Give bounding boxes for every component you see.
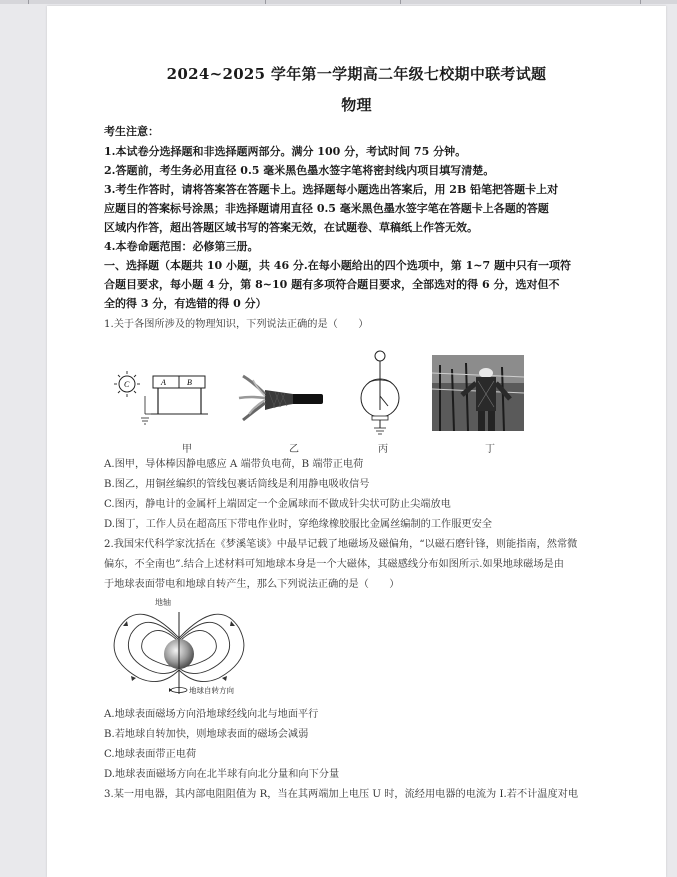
notice-heading: 考生注意： [104, 125, 159, 138]
question-2-option-d: D.地球表面磁场方向在北半球有向北分量和向下分量 [104, 769, 340, 780]
question-2-stem: 偏东，不全南也”.结合上述材料可知地球本身是一个大磁体，其磁感线分布如图所示.如果地球磁场是由 [104, 559, 564, 570]
section-heading: 一、选择题（本题共 10 小题，共 46 分.在每小题给出的四个选项中，第 1~7 题中只有一项符 [104, 259, 571, 272]
exam-subject: 物理 [341, 96, 372, 114]
figure-yi-shielded-cable [235, 370, 327, 426]
figure-label-yi: 乙 [289, 444, 299, 455]
question-1-option-c: C.图丙，静电计的金属杆上端固定一个金属球而不做成针尖状可防止尖端放电 [104, 499, 451, 510]
viewer-top-bar [0, 0, 677, 4]
question-1-option-a: A.图甲，导体棒因静电感应 A 端带负电荷，B 端带正电荷 [104, 459, 364, 470]
rod-end-b-label: B [187, 378, 192, 387]
notice-line: 2.答题前，考生务必用直径 0.5 毫米黑色墨水签字笔将密封线内项目填写清楚。 [104, 164, 495, 177]
viewer-ruler-tick [640, 0, 641, 4]
notice-line: 3.考生作答时，请将答案答在答题卡上。选择题每小题选出答案后，用 2B 铅笔把答题卡上对 [104, 183, 559, 196]
viewer-ruler-tick [28, 0, 29, 4]
question-2-stem: 于地球表面带电和地球自转产生，那么下列说法正确的是（ ） [104, 579, 400, 590]
question-1-stem: 1.关于各图所涉及的物理知识，下列说法正确的是（ ） [104, 319, 369, 330]
figure-bing-electroscope [353, 348, 407, 438]
figure-ding-live-line-work-photo [432, 355, 524, 431]
viewer-ruler-tick [265, 0, 266, 4]
question-2-option-c: C.地球表面带正电荷 [104, 749, 197, 760]
section-heading: 全的得 3 分，有选错的得 0 分） [104, 297, 267, 310]
notice-line: 1.本试卷分选择题和非选择题两部分。满分 100 分，考试时间 75 分钟。 [104, 145, 467, 158]
question-1-option-d: D.图丁，工作人员在超高压下带电作业时，穿绝缘橡胶服比金属丝编制的工作服更安全 [104, 519, 492, 530]
earth-rotation-label: 地球自转方向 [189, 686, 234, 695]
figure-label-ding: 丁 [485, 444, 495, 455]
notice-line: 应题目的答案标号涂黑；非选择题请用直径 0.5 毫米黑色墨水签字笔在答题卡上各题的答题 [104, 202, 549, 215]
section-heading: 合题目要求，每小题 4 分，第 8~10 题有多项符合题目要求，全部选对的得 6 分，选对但不 [104, 278, 560, 291]
figure-earth-magnetic-field [109, 598, 259, 704]
exam-title: 2024~2025 学年第一学期高二年级七校期中联考试题 [166, 65, 547, 83]
viewer-ruler-tick [400, 0, 401, 4]
sphere-label: C [124, 380, 130, 389]
question-2-stem: 2.我国宋代科学家沈括在《梦溪笔谈》中最早记载了地磁场及磁偏角，“以磁石磨针锋，则能指南，然常微 [104, 539, 578, 550]
question-1-option-b: B.图乙，用铜丝编织的管线包裹话筒线是利用静电吸收信号 [104, 479, 370, 490]
earth-axis-label: 地轴 [155, 598, 171, 607]
figure-jia-induction [109, 368, 217, 436]
exam-page[interactable] [47, 6, 666, 877]
figure-label-jia: 甲 [182, 444, 192, 455]
notice-line: 区域内作答，超出答题区域书写的答案无效，在试题卷、草稿纸上作答无效。 [104, 221, 478, 234]
question-3-stem: 3.某一用电器，其内部电阻阻值为 R，当在其两端加上电压 U 时，流经用电器的电流为 I.若不计温度对电 [104, 789, 579, 800]
question-2-option-a: A.地球表面磁场方向沿地球经线向北与地面平行 [104, 709, 319, 720]
figure-label-bing: 丙 [378, 444, 388, 455]
notice-line: 4.本卷命题范围：必修第三册。 [104, 240, 259, 253]
question-2-option-b: B.若地球自转加快，则地球表面的磁场会减弱 [104, 729, 309, 740]
rod-end-a-label: A [161, 378, 166, 387]
